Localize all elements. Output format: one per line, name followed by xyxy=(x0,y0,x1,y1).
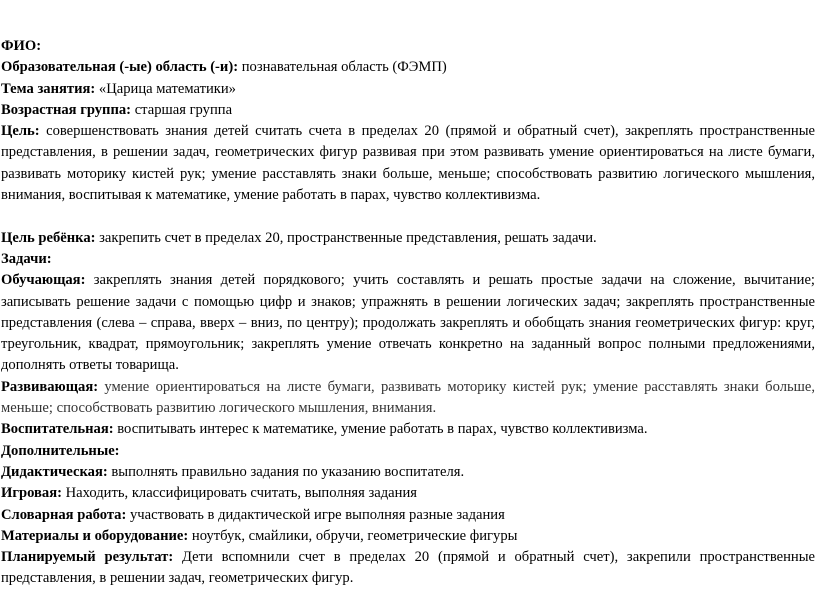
educational-line xyxy=(1,419,815,440)
age-group-label: Возрастная группа: xyxy=(1,101,132,118)
additional-label: Дополнительные: xyxy=(1,442,120,459)
materials-label: Материалы и оборудование: xyxy=(1,527,189,544)
topic-label: Тема занятия: xyxy=(1,80,96,97)
developing-paragraph xyxy=(1,377,815,420)
child-goal-line xyxy=(1,228,815,249)
didactic-line xyxy=(1,462,815,483)
age-group-value: старшая группа xyxy=(134,101,233,118)
vocabulary-value: участвовать в дидактической игре выполняя разные задания xyxy=(130,506,505,523)
educational-value: воспитывать интерес к математике, умение работать в парах, чувство коллективизма. xyxy=(117,421,648,438)
result-text: Дети вспомнили счет в пределах 20 (прямой и обратный счет), закрепили пространственные представления, в решении задач, геометрических фигур. xyxy=(1,549,815,587)
fio-line xyxy=(1,36,815,57)
developing-label: Развивающая: xyxy=(1,378,99,395)
child-goal-label: Цель ребёнка: xyxy=(1,229,96,246)
educational-label: Воспитательная: xyxy=(1,421,114,438)
goal-text: совершенствовать знания детей считать счета в пределах 20 (прямой и обратный счет), закреплять пространственные представления, в решении задач, геометрических фигур развивая при этом развивать умение ориентироваться на листе бумаги, развивать моторику кистей рук; умение расставлять знаки больше, меньше; способствовать развитию логического мышления, внимания, воспитывая к математике, умение работать в парах, чувство коллективизма. xyxy=(1,123,815,204)
age-group-line xyxy=(1,100,815,121)
result-label: Планируемый результат: xyxy=(1,549,174,566)
developing-text: умение ориентироваться на листе бумаги, развивать моторику кистей рук; умение расставлять знаки больше, меньше; способствовать развитию логического мышления, внимания. xyxy=(1,378,815,417)
game-line xyxy=(1,483,815,504)
teaching-paragraph xyxy=(1,270,815,376)
result-paragraph xyxy=(1,547,815,590)
didactic-value: выполнять правильно задания по указанию воспитателя. xyxy=(111,463,465,480)
vocabulary-label: Словарная работа: xyxy=(1,506,127,523)
child-goal-value: закрепить счет в пределах 20, пространственные представления, решать задачи. xyxy=(99,229,597,246)
game-value: Находить, классифицировать считать, выполняя задания xyxy=(65,485,417,502)
blank-line xyxy=(1,206,816,227)
didactic-label: Дидактическая: xyxy=(1,463,108,480)
fio-label: ФИО: xyxy=(1,38,42,54)
topic-line xyxy=(1,79,815,100)
area-value: познавательная область (ФЭМП) xyxy=(241,59,447,76)
vocabulary-line xyxy=(1,505,815,526)
goal-label: Цель: xyxy=(1,123,40,140)
teaching-text: закреплять знания детей порядкового; учить составлять и решать простые задачи на сложение, вычитание; записывать решение задачи с помощью цифр и знаков; упражнять в решении логических задач; закреплять пространственные представления (слева – справа, вверх – вниз, по центру); продолжать закреплять и обобщать знания геометрических фигур: круг, треугольник, квадрат, прямоугольник; закреплять умение отвечать конкретно на заданный вопрос полными предложениями, дополнять ответы товарища. xyxy=(1,272,815,374)
teaching-label: Обучающая: xyxy=(1,272,86,289)
tasks-heading xyxy=(1,249,815,270)
goal-paragraph xyxy=(1,121,815,206)
tasks-label: Задачи: xyxy=(1,250,52,267)
game-label: Игровая: xyxy=(1,485,62,502)
area-line xyxy=(1,57,815,78)
materials-line xyxy=(1,526,815,547)
area-label: Образовательная (-ые) область (-и): xyxy=(1,59,239,76)
topic-value: «Царица математики» xyxy=(98,80,236,97)
additional-heading xyxy=(1,441,815,462)
materials-value: ноутбук, смайлики, обручи, геометрические фигуры xyxy=(191,527,518,544)
